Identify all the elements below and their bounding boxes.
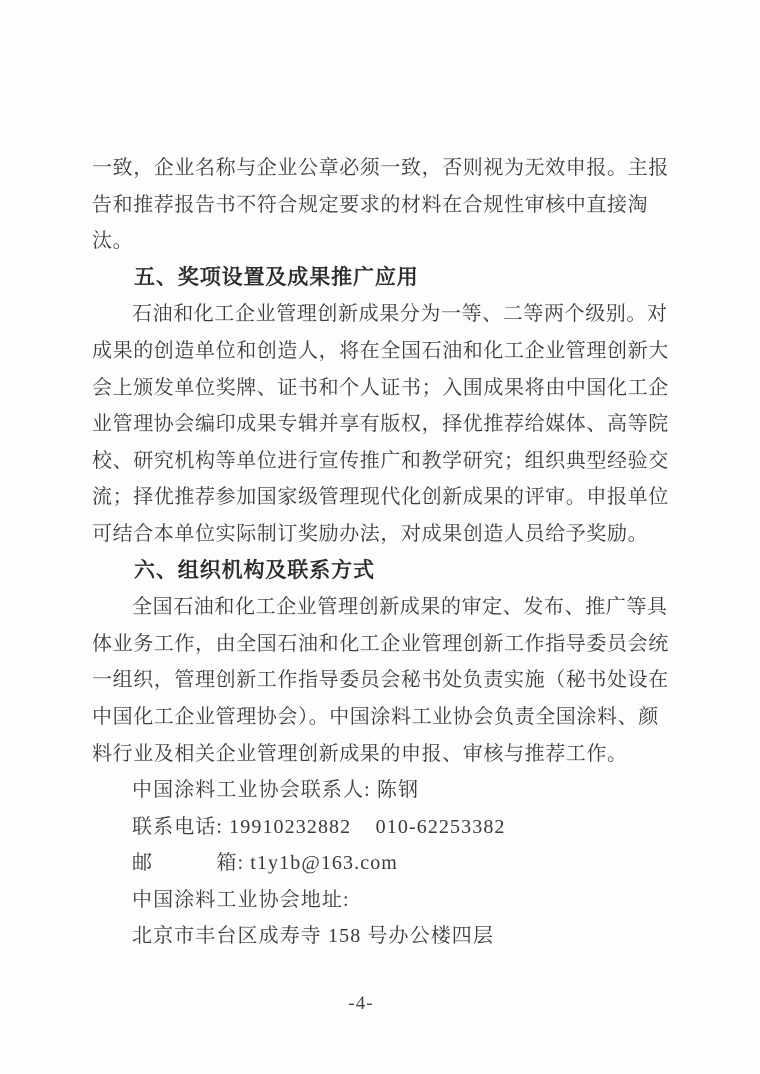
section6-paragraph-line: 体业务工作，由全国石油和化工企业管理创新工作指导委员会统 [92, 632, 669, 655]
section6-paragraph-line: 全国石油和化工企业管理创新成果的审定、发布、推广等具 [132, 596, 668, 619]
section6-paragraph-line: 料行业及相关企业管理创新成果的申报、审核与推荐工作。 [92, 742, 628, 765]
section5-paragraph-line: 成果的创造单位和创造人，将在全国石油和化工企业管理创新大 [92, 339, 669, 362]
section5-paragraph-line: 流；择优推荐参加国家级管理现代化创新成果的评审。申报单位 [92, 486, 669, 509]
section6-heading: 六、组织机构及联系方式 [134, 558, 375, 582]
section5-paragraph-line: 石油和化工企业管理创新成果分为一等、二等两个级别。对 [132, 303, 668, 326]
section6-paragraph-line: 一组织，管理创新工作指导委员会秘书处负责实施（秘书处设在 [92, 669, 669, 692]
section6-paragraph-line: 中国化工企业管理协会）。中国涂料工业协会负责全国涂料、颜 [92, 705, 659, 728]
contact-address-label-line: 中国涂料工业协会地址: [132, 888, 350, 911]
page-number: -4- [348, 993, 374, 1014]
section5-paragraph-line: 业管理协会编印成果专辑并享有版权，择优推荐给媒体、高等院 [92, 413, 669, 436]
section5-paragraph-line: 会上颁发单位奖牌、证书和个人证书；入围成果将由中国化工企 [92, 376, 669, 399]
contact-address-line: 北京市丰台区成寿寺 158 号办公楼四层 [132, 925, 494, 948]
section5-paragraph-line: 校、研究机构等单位进行宣传推广和教学研究；组织典型经验交 [92, 449, 669, 472]
contact-person-line: 中国涂料工业协会联系人: 陈钢 [132, 779, 420, 802]
contact-phone-line: 联系电话: 19910232882 010-62253382 [132, 815, 506, 838]
document-body [92, 150, 674, 955]
section5-heading: 五、奖项设置及成果推广应用 [134, 265, 419, 289]
paragraph-continued-line: 告和推荐报告书不符合规定要求的材料在合规性审核中直接淘 [92, 193, 649, 216]
contact-email-line: 邮 箱: t1y1b@163.com [132, 852, 398, 875]
paragraph-continued-line: 汰。 [92, 230, 134, 253]
section5-paragraph-line: 可结合本单位实际制订奖励办法，对成果创造人员给予奖励。 [92, 522, 649, 545]
paragraph-continued-line: 一致，企业名称与企业公章必须一致，否则视为无效申报。主报 [92, 157, 669, 179]
